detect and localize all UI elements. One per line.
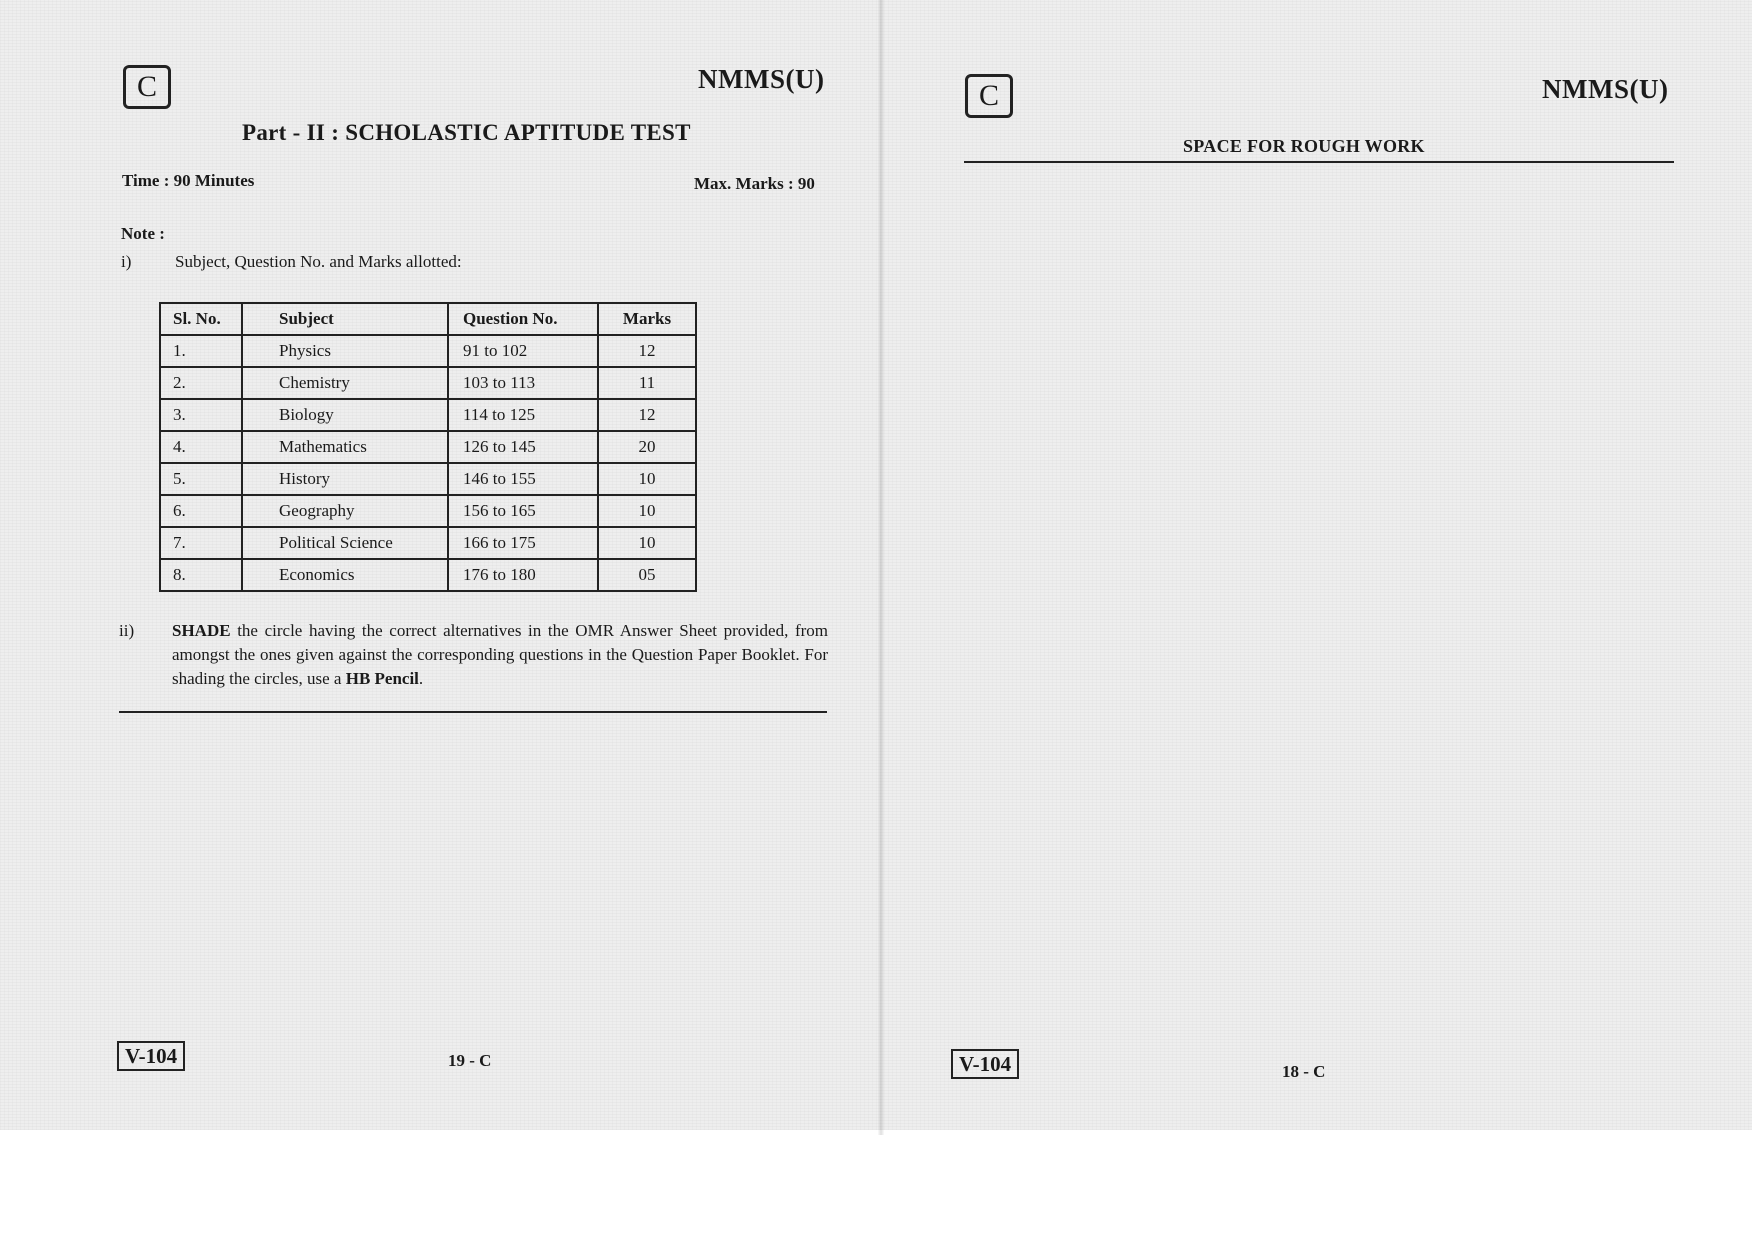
rough-work-heading: SPACE FOR ROUGH WORK [1183, 136, 1425, 156]
table-row [160, 431, 696, 463]
page-number: 18 - C [1282, 1062, 1326, 1081]
cell-question-no: 114 to 125 [448, 399, 598, 431]
cell-subject: Geography [242, 495, 448, 527]
cell-question-no: 103 to 113 [448, 367, 598, 399]
marks-allotment-table [159, 302, 697, 592]
cell-sl-no: 5. [160, 463, 242, 495]
cell-subject: Political Science [242, 527, 448, 559]
header-marks: Marks [598, 303, 696, 335]
cell-marks: 12 [598, 335, 696, 367]
cell-marks: 10 [598, 527, 696, 559]
instruction-end: . [418, 669, 424, 688]
table-row [160, 335, 696, 367]
cell-subject: Chemistry [242, 367, 448, 399]
booklet-code-box: V-104 [951, 1049, 1019, 1079]
part-title: Part - II : SCHOLASTIC APTITUDE TEST [242, 120, 691, 145]
cell-question-no: 156 to 165 [448, 495, 598, 527]
cell-question-no: 126 to 145 [448, 431, 598, 463]
cell-sl-no: 8. [160, 559, 242, 591]
exam-code: NMMS(U) [1542, 74, 1669, 104]
set-letter-box: C [123, 65, 171, 109]
section-rule [119, 711, 827, 713]
left-page [0, 0, 878, 1130]
max-marks: Max. Marks : 90 [694, 174, 815, 193]
cell-subject: Mathematics [242, 431, 448, 463]
set-letter-box: C [965, 74, 1013, 118]
scanner-bed-margin [0, 1130, 1752, 1238]
cell-question-no: 176 to 180 [448, 559, 598, 591]
table-header-row [160, 303, 696, 335]
header-question-no: Question No. [448, 303, 598, 335]
booklet-code-box: V-104 [117, 1041, 185, 1071]
cell-marks: 10 [598, 495, 696, 527]
cell-subject: Physics [242, 335, 448, 367]
cell-marks: 11 [598, 367, 696, 399]
note-label: Note : [121, 224, 165, 243]
page-number: 19 - C [448, 1051, 492, 1070]
cell-sl-no: 7. [160, 527, 242, 559]
cell-sl-no: 3. [160, 399, 242, 431]
item-text-1: Subject, Question No. and Marks allotted: [175, 252, 462, 271]
table-row [160, 463, 696, 495]
cell-marks: 20 [598, 431, 696, 463]
pencil-emphasis: HB Pencil [345, 669, 419, 688]
item-number-1: i) [121, 252, 132, 271]
heading-rule [964, 161, 1674, 163]
cell-question-no: 166 to 175 [448, 527, 598, 559]
time-allowed: Time : 90 Minutes [122, 171, 255, 190]
cell-sl-no: 2. [160, 367, 242, 399]
cell-sl-no: 1. [160, 335, 242, 367]
header-subject: Subject [242, 303, 448, 335]
cell-subject: History [242, 463, 448, 495]
header-sl-no: Sl. No. [160, 303, 242, 335]
cell-question-no: 146 to 155 [448, 463, 598, 495]
item-number-2: ii) [119, 621, 135, 640]
cell-marks: 10 [598, 463, 696, 495]
table-row [160, 559, 696, 591]
instruction-text: the circle having the correct alternatives in the OMR Answer Sheet provided, from amongst the ones given against the corresponding questions in the Question Paper Booklet. For shading the circles, use a [172, 621, 828, 688]
cell-sl-no: 4. [160, 431, 242, 463]
table-row [160, 367, 696, 399]
table-row [160, 399, 696, 431]
cell-subject: Economics [242, 559, 448, 591]
cell-subject: Biology [242, 399, 448, 431]
exam-code: NMMS(U) [698, 64, 825, 94]
shading-instruction [172, 619, 828, 691]
cell-marks: 05 [598, 559, 696, 591]
cell-question-no: 91 to 102 [448, 335, 598, 367]
table-row [160, 527, 696, 559]
cell-sl-no: 6. [160, 495, 242, 527]
shade-emphasis: SHADE [172, 621, 231, 640]
cell-marks: 12 [598, 399, 696, 431]
table-row [160, 495, 696, 527]
right-page [884, 0, 1752, 1130]
